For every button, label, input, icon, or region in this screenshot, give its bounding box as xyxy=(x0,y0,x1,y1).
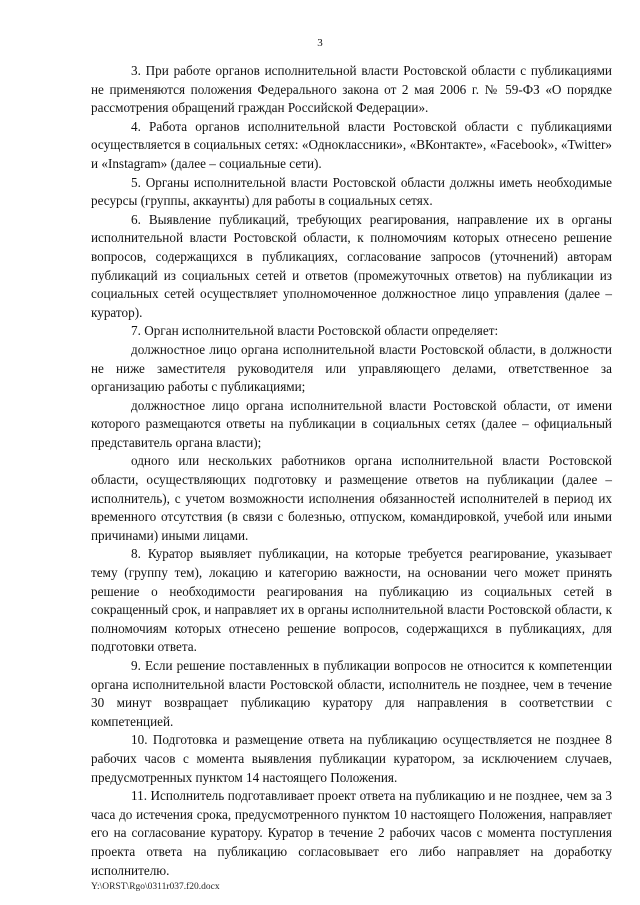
paragraph-8: 8. Куратор выявляет публикации, на которые требуется реагирование, указывает тему (группу тем), локацию и категорию важности, на основании чего может принять решение о необходимости реагирования на публикацию из социальных сетей в сокращенный срок, и направляет их в органы исполнительной власти Ростовской области, к полномочиям которых отнесено решение вопросов, содержащихся в публикациях, для подготовки ответа. xyxy=(91,546,612,655)
page-number: 3 xyxy=(317,37,323,49)
paragraph-5: 5. Органы исполнительной власти Ростовской области должны иметь необходимые ресурсы (группы, аккаунты) для работы в социальных сетях. xyxy=(91,174,612,209)
paragraph-7-item-1: должностное лицо органа исполнительной власти Ростовской области, в должности не ниже заместителя руководителя или управляющего делами, ответственное за организацию работы с публикациями; xyxy=(91,341,612,395)
file-path-footer: Y:\ORST\Rgo\0311r037.f20.docx xyxy=(91,882,220,892)
paragraph-10: 10. Подготовка и размещение ответа на публикацию осуществляется не позднее 8 рабочих часов с момента выявления публикации куратором, за исключением случаев, предусмотренных пунктом 14 настоящего Положения. xyxy=(91,732,612,785)
paragraph-3: 3. При работе органов исполнительной власти Ростовской области с публикациями не применяются положения Федерального закона от 2 мая 2006 г. № 59-ФЗ «О порядке рассмотрения обращений граждан Российской Федерации». xyxy=(91,63,612,116)
paragraph-6: 6. Выявление публикаций, требующих реагирования, направление их в органы исполнительной власти Ростовской области, к полномочиям которых отнесено решение вопросов, содержащихся в публикациях, согласование запросов (уточнений) авторам публикаций из социальных сетей и ответов (промежуточных ответов) на публикации из социальных сетей осуществляет уполномоченное должностное лицо управления (далее – куратор). xyxy=(91,211,612,320)
paragraph-7-item-3: одного или нескольких работников органа исполнительной власти Ростовской области, осуществляющих подготовку и размещение ответов на публикации (далее – исполнитель), с учетом возможности исполнения обязанностей исполнителей в период их временного отсутствия (в связи с болезнью, отпуском, командировкой, учебой или иными причинами) иными лицами. xyxy=(91,453,612,543)
document-body xyxy=(91,62,612,880)
paragraph-11: 11. Исполнитель подготавливает проект ответа на публикацию и не позднее, чем за 3 часа до истечения срока, предусмотренного пунктом 10 настоящего Положения, направляет его на согласование куратору. Куратор в течение 2 рабочих часов с момента поступления проекта ответа на публикацию согласовывает его либо направляет на доработку исполнителю. xyxy=(91,788,612,878)
paragraph-9: 9. Если решение поставленных в публикации вопросов не относится к компетенции органа исполнительной власти Ростовской области, исполнитель не позднее, чем в течение 30 минут возвращает публикацию куратору для направления в соответствии с компетенцией. xyxy=(91,658,612,729)
paragraph-7: 7. Орган исполнительной власти Ростовской области определяет: xyxy=(131,323,499,339)
paragraph-4: 4. Работа органов исполнительной власти Ростовской области с публикациями осуществляется в социальных сетях: «Одноклассники», «ВКонтакте», «Facebook», «Twitter» и «Instagram» (далее – социальные сети). xyxy=(91,118,612,171)
paragraph-7-item-2: должностное лицо органа исполнительной власти Ростовской области, от имени которого размещаются ответы на публикации в социальных сетях (далее – официальный представитель органа власти); xyxy=(91,397,612,450)
